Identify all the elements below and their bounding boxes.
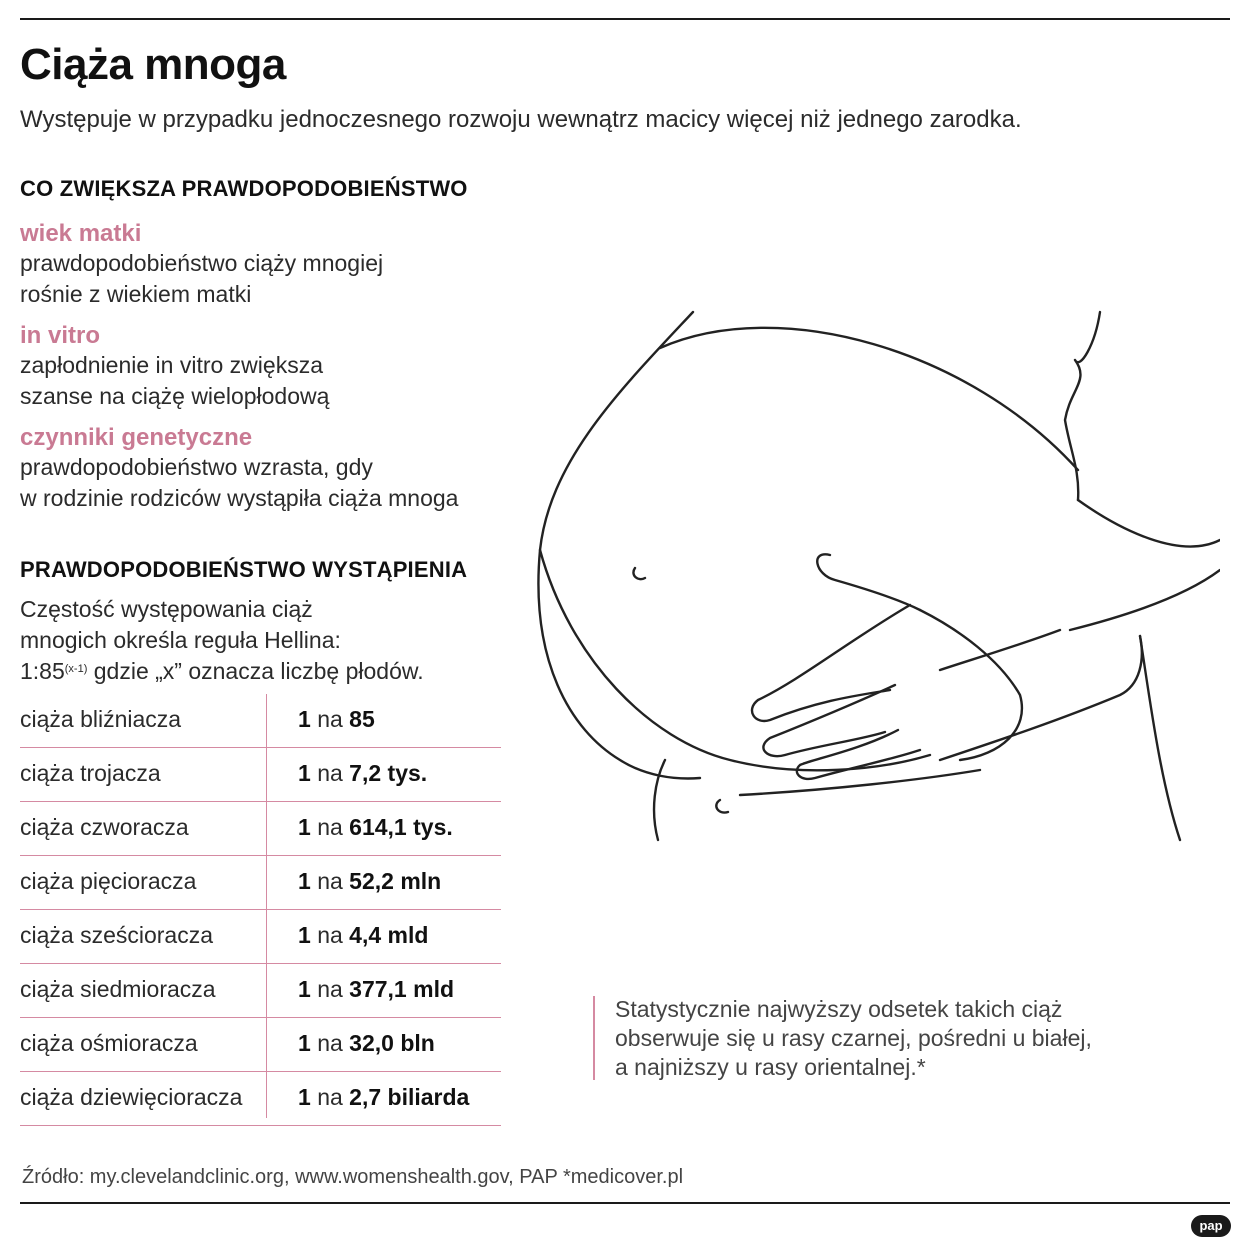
- pregnancy-type: ciąża sześcioracza: [20, 922, 214, 948]
- note-line: a najniższy u rasy orientalnej.*: [615, 1054, 926, 1080]
- factor-mother-age: [20, 220, 540, 310]
- hellin-formula: [20, 656, 520, 687]
- table-row: [20, 1072, 501, 1126]
- table-row: [20, 748, 501, 802]
- probability-value: 1 na 32,0 bln: [298, 1030, 435, 1056]
- hellin-line: mnogich określa reguła Hellina:: [20, 627, 341, 653]
- navel: [633, 568, 645, 579]
- waistband-top: [940, 630, 1060, 670]
- hand-thumb: [817, 554, 920, 610]
- factor-genetics: [20, 424, 540, 514]
- belly-top-curve: [660, 328, 1078, 470]
- factor-desc-line: zapłodnienie in vitro zwiększa: [20, 352, 323, 378]
- note-line: Statystycznie najwyższy odsetek takich ciąż: [615, 996, 1063, 1022]
- belly-lower-curve: [540, 550, 930, 770]
- probability-table: [20, 694, 501, 1126]
- pregnancy-type: ciąża ośmioracza: [20, 1030, 198, 1056]
- table-row: [20, 694, 501, 748]
- table-row: [20, 856, 501, 910]
- hellin-rest: gdzie „x” oznacza liczbę płodów.: [87, 658, 424, 684]
- probability-value: 1 na 377,1 mld: [298, 976, 455, 1002]
- pregnant-belly-illustration: [500, 300, 1220, 860]
- factor-name: wiek matki: [20, 220, 142, 247]
- pregnancy-type: ciąża siedmioracza: [20, 976, 216, 1002]
- hellin-exponent: (x-1): [64, 663, 88, 675]
- svg-text:pap: pap: [1199, 1218, 1223, 1233]
- hand-finger: [752, 605, 910, 721]
- back-right-edge: [1065, 312, 1100, 500]
- factor-name: in vitro: [20, 322, 101, 349]
- statistics-note: [615, 995, 1155, 1082]
- top-rule: [20, 18, 1230, 20]
- pregnancy-type: ciąża pięcioracza: [20, 868, 197, 894]
- probability-value: 1 na 4,4 mld: [298, 922, 429, 948]
- table-row: [20, 802, 501, 856]
- thigh-left: [654, 760, 665, 840]
- factor-desc-line: prawdopodobieństwo ciąży mnogiej: [20, 250, 384, 276]
- factor-desc-line: rośnie z wiekiem matki: [20, 281, 252, 307]
- factors-heading: CO ZWIĘKSZA PRAWDOPODOBIEŃSTWO: [20, 176, 468, 201]
- probability-value: 1 na 2,7 biliarda: [298, 1084, 470, 1110]
- page-subtitle: Występuje w przypadku jednoczesnego rozwoju wewnątrz macicy więcej niż jednego zarodka.: [20, 106, 1022, 133]
- pregnancy-type: ciąża czworacza: [20, 814, 189, 840]
- factor-desc-line: w rodzinie rodziców wystąpiła ciąża mnoga: [20, 485, 459, 511]
- hand-finger: [797, 730, 920, 779]
- waistband-bottom: [940, 636, 1142, 760]
- pap-logo-icon: [1190, 1214, 1232, 1238]
- pregnancy-type: ciąża dziewięcioracza: [20, 1084, 243, 1110]
- bottom-rule: [20, 1202, 1230, 1204]
- table-column-divider: [266, 694, 267, 1118]
- source-line: Źródło: my.clevelandclinic.org, www.womenshealth.gov, PAP *medicover.pl: [22, 1166, 684, 1188]
- probability-heading: PRAWDOPODOBIEŃSTWO WYSTĄPIENIA: [20, 557, 468, 582]
- hellin-line: Częstość występowania ciąż: [20, 596, 313, 622]
- note-accent-bar: [593, 996, 595, 1080]
- arm-upper: [1078, 500, 1220, 546]
- table-row: [20, 910, 501, 964]
- pregnancy-type: ciąża trojacza: [20, 760, 161, 786]
- factor-desc-line: prawdopodobieństwo wzrasta, gdy: [20, 454, 373, 480]
- factor-desc-line: szanse na ciążę wielopłodową: [20, 383, 330, 409]
- hip-line: [740, 770, 980, 795]
- hellin-ratio: 1:85: [20, 658, 65, 684]
- note-line: obserwuje się u rasy czarnej, pośredni u białej,: [615, 1025, 1092, 1051]
- arm-lower: [1070, 570, 1220, 630]
- factor-in-vitro: [20, 322, 540, 412]
- hellin-rule: [20, 594, 520, 687]
- probability-value: 1 na 85: [298, 706, 375, 732]
- factor-name: czynniki genetyczne: [20, 424, 253, 451]
- back-outline: [538, 312, 700, 778]
- thigh-right: [1140, 636, 1180, 840]
- pregnancy-type: ciąża bliźniacza: [20, 706, 182, 732]
- probability-value: 1 na 52,2 mln: [298, 868, 442, 894]
- table-row: [20, 964, 501, 1018]
- probability-value: 1 na 7,2 tys.: [298, 760, 428, 786]
- hand-finger: [763, 685, 895, 756]
- table-row: [20, 1018, 501, 1072]
- page-title: Ciąża mnoga: [20, 40, 286, 89]
- probability-value: 1 na 614,1 tys.: [298, 814, 453, 840]
- knee-mark: [716, 800, 728, 813]
